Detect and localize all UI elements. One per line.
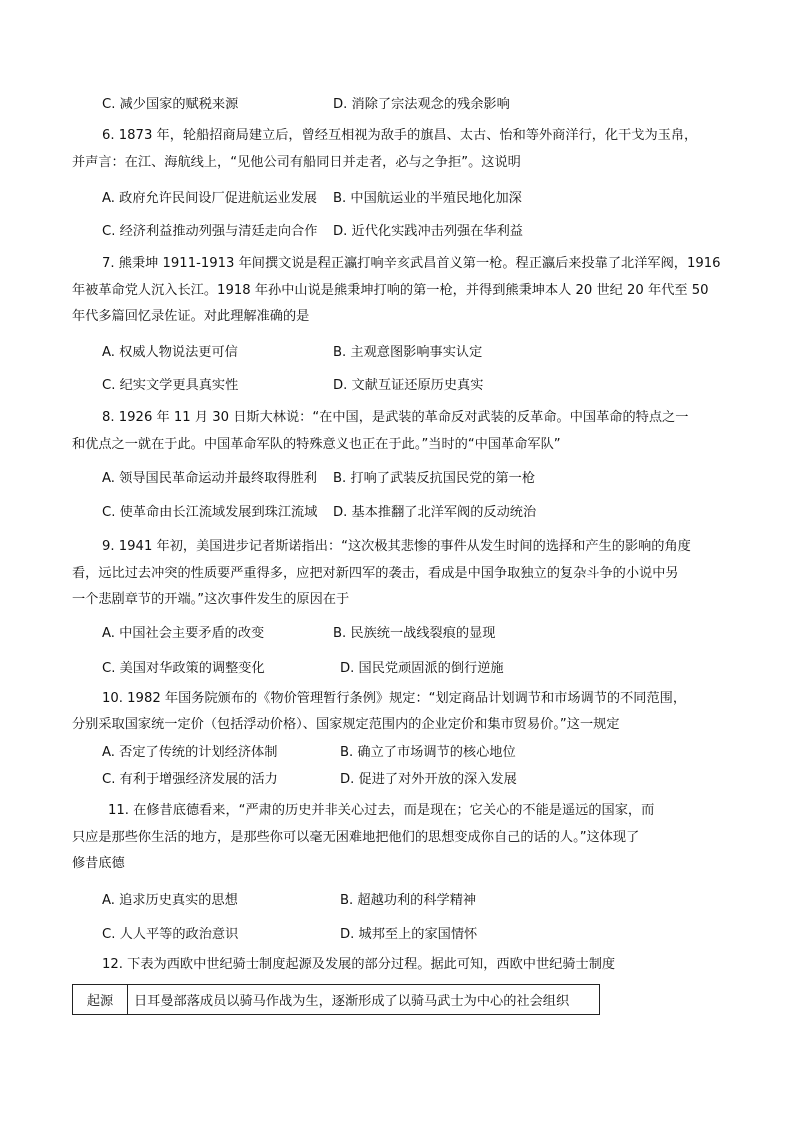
q8-option-a: A. 领导国民革命运动并最终取得胜利 [102,471,317,486]
knight-system-table [72,984,600,1015]
q6-option-c: C. 经济利益推动列强与清廷走向合作 [102,224,318,239]
q7-option-a: A. 权威人物说法更可信 [102,345,238,360]
q8-option-c: C. 使革命由长江流域发展到珠江流域 [102,505,318,520]
q11-stem-line-2: 只应是那些你生活的地方，是那些你可以毫无困难地把他们的思想变成你自己的话的人。”这体现了 [72,830,640,845]
q8-stem-line-2: 和优点之一就在于此。中国革命军队的特殊意义也正在于此。”当时的“中国革命军队” [72,437,561,452]
q12-stem-line-1: 12. 下表为西欧中世纪骑士制度起源及发展的部分过程。据此可知，西欧中世纪骑士制度 [102,957,616,972]
q10-option-b: B. 确立了市场调节的核心地位 [340,745,516,760]
q9-stem-line-3: 一个悲剧章节的开端。”这次事件发生的原因在于 [72,592,350,607]
q9-stem-line-2: 看，远比过去冲突的性质要严重得多，应把对新四军的袭击，看成是中国争取独立的复杂斗争的小说中另 [72,566,679,581]
q7-stem-line-2: 年被革命党人沉入长江。1918 年孙中山说是熊秉坤打响的第一枪，并得到熊秉坤本人 20 世纪 20 年代至 50 [72,283,709,298]
q11-stem-line-3: 修昔底德 [72,856,125,871]
q10-option-c: C. 有利于增强经济发展的活力 [102,772,278,787]
q6-stem-line-2: 并声言：在江、海航线上，“见他公司有船同日并走者，必与之争拒”。这说明 [72,155,521,170]
q7-stem-line-3: 年代多篇回忆录佐证。对此理解准确的是 [72,309,310,324]
q10-stem-line-1: 10. 1982 年国务院颁布的《物价管理暂行条例》规定：“划定商品计划调节和市场调节的不同范围， [102,691,687,706]
q11-option-d: D. 城邦至上的家国情怀 [340,927,478,942]
q8-option-d: D. 基本推翻了北洋军阀的反动统治 [333,505,537,520]
q6-option-d: D. 近代化实践冲击列强在华利益 [333,224,523,239]
q9-option-c: C. 美国对华政策的调整变化 [102,661,265,676]
q5-option-d: D. 消除了宗法观念的残余影响 [333,97,510,112]
table-row [73,985,600,1015]
q9-option-b: B. 民族统一战线裂痕的显现 [333,626,496,641]
q8-option-b: B. 打响了武装反抗国民党的第一枪 [333,471,536,486]
q9-stem-line-1: 9. 1941 年初，美国进步记者斯诺指出：“这次极其悲惨的事件从发生时间的选择和产生的影响的角度 [102,539,691,554]
q6-stem-line-1: 6. 1873 年，轮船招商局建立后，曾经互相视为敌手的旗昌、太古、怡和等外商洋行，化干戈为玉帛， [102,128,698,143]
q6-option-a: A. 政府允许民间设厂促进航运业发展 [102,191,317,206]
q6-option-b: B. 中国航运业的半殖民地化加深 [333,191,522,206]
q5-option-c: C. 减少国家的赋税来源 [102,97,239,112]
table-cell-key: 起源 [73,985,128,1015]
q11-option-c: C. 人人平等的政治意识 [102,927,239,942]
q11-option-b: B. 超越功利的科学精神 [340,893,477,908]
q7-option-d: D. 文献互证还原历史真实 [333,378,484,393]
q10-stem-line-2: 分别采取国家统一定价（包括浮动价格）、国家规定范围内的企业定价和集市贸易价。”这一规定 [72,717,620,732]
q10-option-d: D. 促进了对外开放的深入发展 [340,772,517,787]
table-cell-value: 日耳曼部落成员以骑马作战为生，逐渐形成了以骑马武士为中心的社会组织 [128,985,600,1015]
q7-stem-line-1: 7. 熊秉坤 1911-1913 年间撰文说是程正瀛打响辛亥武昌首义第一枪。程正瀛后来投靠了北洋军阀，1916 [102,256,721,271]
q11-option-a: A. 追求历史真实的思想 [102,893,238,908]
q9-option-d: D. 国民党顽固派的倒行逆施 [340,661,504,676]
q11-stem-line-1: 11. 在修昔底德看来，“严肃的历史并非关心过去，而是现在；它关心的不能是遥远的国家，而 [108,803,655,818]
q7-option-c: C. 纪实文学更具真实性 [102,378,239,393]
q10-option-a: A. 否定了传统的计划经济体制 [102,745,278,760]
q7-option-b: B. 主观意图影响事实认定 [333,345,483,360]
q9-option-a: A. 中国社会主要矛盾的改变 [102,626,265,641]
q8-stem-line-1: 8. 1926 年 11 月 30 日斯大林说：“在中国，是武装的革命反对武装的反革命。中国革命的特点之一 [102,410,689,425]
